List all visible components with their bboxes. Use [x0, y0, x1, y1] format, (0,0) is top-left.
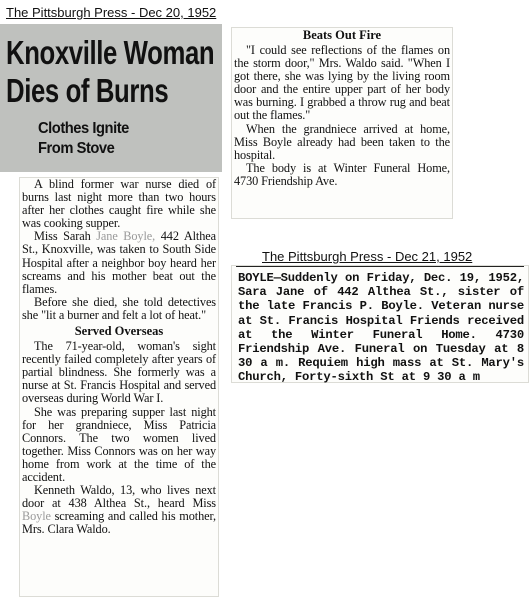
article-paragraph: The 71-year-old, woman's sight recently failed completely after years of partial blindness. She formerly was a nurse at St. Francis Hospital and served overseas during World War I. [22, 339, 216, 406]
article-column [20, 178, 218, 596]
article-paragraph: The body is at Winter Funeral Home, 4730 Friendship Ave. [234, 160, 450, 188]
headline-line-2: Dies of Burns [6, 72, 169, 109]
source-caption-dec-20: The Pittsburgh Press - Dec 20, 1952 [6, 5, 217, 20]
article-paragraph: Kenneth Waldo, 13, who lives next door at 438 Althea St., heard Miss Boyle screaming and called his mother, Mrs. Clara Waldo. [22, 483, 216, 537]
article-subhead: Served Overseas [74, 324, 164, 339]
article-paragraph: When the grandniece arrived at home, Miss Boyle already had been taken to the hospital. [234, 121, 450, 162]
source-caption-dec-21: The Pittsburgh Press - Dec 21, 1952 [262, 249, 473, 264]
article-continuation [232, 28, 452, 218]
obituary-clipping [232, 266, 528, 385]
obituary-notice [232, 267, 528, 385]
subheadline-line-1: Clothes Ignite [38, 120, 129, 137]
article-paragraph: "I could see reflections of the flames on the storm door," Mrs. Waldo said. "When I got there, she was lying by the living room door and the entire upper part of her body was burning. I grabbed a throw rug and beat out the flames." [234, 43, 450, 123]
article-paragraph: A blind former war nurse died of burns last night more than two hours after her clothes caught fire while she was cooking supper. [22, 177, 216, 231]
article-paragraph: Miss Sarah Jane Boyle, 442 Althea St., Knoxville, was taken to South Side Hospital after a neighbor boy heard her screams and his mother beat out the flames. [22, 229, 216, 296]
headline-box [0, 24, 222, 172]
article-paragraph: She was preparing supper last night for her grandniece, Miss Patricia Connors. The two women lived together. Miss Connors was on her way home from work at the time of the accident. [22, 404, 216, 484]
headline-line-1: Knoxville Woman [6, 34, 215, 71]
highlighted-name: Jane Boyle, [96, 229, 156, 244]
highlighted-name: Boyle [22, 509, 51, 524]
obituary-text: BOYLE—Suddenly on Friday, Dec. 19, 1952, Sara Jane of 442 Althea St., sister of the late Francis P. Boyle. Veteran nurse at St. Francis Hospital Friends received at the Winter Funeral Home. 4730 Friendship Ave. Funeral on Tuesday at 8 30 a m. Requiem high mass at St. Mary's Church, Forty-sixth St at 9 30 a m [238, 271, 524, 385]
continuation-heading: Beats Out Fire [302, 28, 382, 42]
subheadline-line-2: From Stove [38, 140, 115, 157]
article-paragraph: Before she died, she told detectives she "lit a burner and felt a lot of heat." [22, 294, 216, 322]
